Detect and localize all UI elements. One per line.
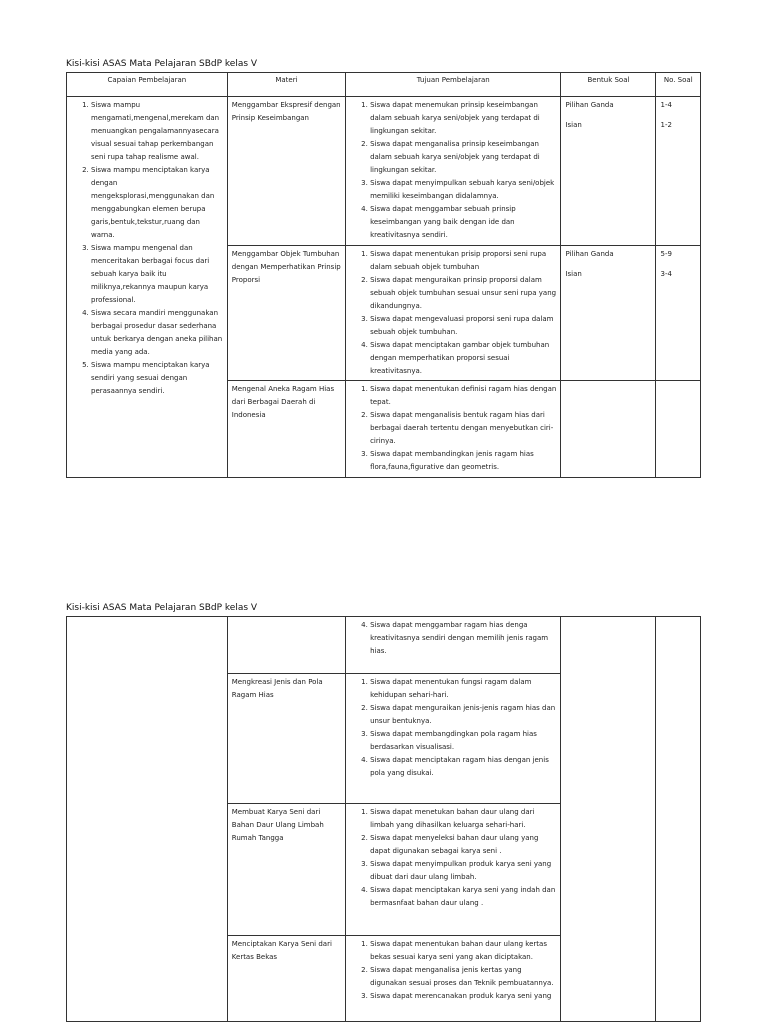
list-item: 3. Siswa dapat merencanakan produk karya seni yang xyxy=(370,990,556,1003)
list-item: 3. Siswa dapat menyimpulkan produk karya seni yang dibuat dari daur ulang limbah. xyxy=(370,858,556,884)
tujuan-list xyxy=(350,383,556,474)
bentuk-soal-list xyxy=(561,97,655,141)
list-item: 3. Siswa dapat mengevaluasi proporsi seni rupa dalam sebuah objek tumbuhan. xyxy=(370,313,556,339)
page2-table xyxy=(66,616,701,1022)
no-soal-cell xyxy=(656,617,701,1022)
cell-value: Pilihan Ganda xyxy=(565,250,614,258)
list-item: 1. Siswa dapat menetukan bahan daur ulang dari limbah yang dihasilkan keluarga sehari-hari. xyxy=(370,806,556,832)
list-item: 2. Siswa dapat menyeleksi bahan daur ulang yang dapat digunakan sebagai karya seni . xyxy=(370,832,556,858)
no-soal-cell xyxy=(656,97,701,246)
list-item: 2. Siswa dapat menguraikan jenis-jenis ragam hias dan unsur bentuknya. xyxy=(370,702,556,728)
tujuan-list xyxy=(350,938,556,1003)
tujuan-cell xyxy=(346,617,561,674)
list-item: 1. Siswa dapat menentukan bahan daur ulang kertas bekas sesuai karya seni yang akan diciptakan. xyxy=(370,938,556,964)
header-row xyxy=(67,73,701,97)
materi-text: Menggambar Objek Tumbuhan dengan Memperhatikan Prinsip Proporsi xyxy=(231,250,341,284)
table-row xyxy=(67,97,701,246)
bentuk-soal-cell xyxy=(561,381,656,478)
list-item: 2. Siswa dapat menganalisa prinsip keseimbangan dalam sebuah karya seni/objek yang terdapat di lingkungan sekitar. xyxy=(370,138,556,177)
list-item: 4. Siswa dapat menciptakan karya seni yang indah dan bermasnfaat bahan daur ulang . xyxy=(370,884,556,910)
list-item: 4. Siswa dapat menggambar ragam hias denga kreativitasnya sendiri dengan memilih jenis ragam hias. xyxy=(370,619,556,658)
no-soal-cell xyxy=(656,381,701,478)
list-item: 4. Siswa secara mandiri menggunakan berbagai prosedur dasar sederhana untuk berkarya dengan aneka pilihan media yang ada. xyxy=(91,307,223,359)
tujuan-cell xyxy=(346,804,561,936)
cell-value: Pilihan Ganda xyxy=(565,101,614,109)
page2-caption: Kisi-kisi ASAS Mata Pelajaran SBdP kelas V xyxy=(66,603,258,613)
page1-caption: Kisi-kisi ASAS Mata Pelajaran SBdP kelas V xyxy=(66,59,258,69)
list-item: 3. Siswa dapat membandingkan jenis ragam hias flora,fauna,figurative dan geometris. xyxy=(370,448,556,474)
cell-value: 1-4 xyxy=(660,101,672,109)
bentuk-soal-cell xyxy=(561,617,656,1022)
no-soal-cell xyxy=(656,246,701,381)
tujuan-cell xyxy=(346,246,561,381)
header-no-soal: No. Soal xyxy=(656,73,701,97)
materi-text: Mengkreasi Jenis dan Pola Ragam Hias xyxy=(231,678,323,699)
tujuan-list xyxy=(350,676,556,780)
tujuan-cell xyxy=(346,381,561,478)
list-item: 4. Siswa dapat menggambar sebuah prinsip keseimbangan yang baik dengan ide dan kreativitasnya sendiri. xyxy=(370,203,556,242)
materi-cell xyxy=(227,246,345,381)
materi-text: Menciptakan Karya Seni dari Kertas Bekas xyxy=(231,940,332,961)
list-item: 1. Siswa dapat menentukan fungsi ragam dalam kehidupan sehari-hari. xyxy=(370,676,556,702)
tujuan-cell xyxy=(346,936,561,1022)
list-item: 1. Siswa dapat menentukan definisi ragam hias dengan tepat. xyxy=(370,383,556,409)
tujuan-list xyxy=(350,248,556,378)
list-item: 1. Siswa dapat menemukan prinsip keseimbangan dalam sebuah karya seni/objek yang terdapat di lingkungan sekitar. xyxy=(370,99,556,138)
tujuan-cell xyxy=(346,674,561,804)
header-capaian: Capaian Pembelajaran xyxy=(67,73,228,97)
header-tujuan: Tujuan Pembelajaran xyxy=(346,73,561,97)
materi-cell xyxy=(227,617,345,674)
bentuk-soal-cell xyxy=(561,246,656,381)
no-soal-list xyxy=(656,97,700,141)
header-bentuk-soal: Bentuk Soal xyxy=(561,73,656,97)
materi-cell xyxy=(227,936,345,1022)
capaian-cell xyxy=(67,617,228,1022)
tujuan-cell xyxy=(346,97,561,246)
capaian-list xyxy=(71,99,223,398)
cell-value: 1-2 xyxy=(660,121,672,129)
cell-value: 3-4 xyxy=(660,270,672,278)
header-materi: Materi xyxy=(227,73,345,97)
materi-cell xyxy=(227,381,345,478)
capaian-cell xyxy=(67,97,228,478)
cell-value: Isian xyxy=(565,121,582,129)
list-item: 5. Siswa mampu menciptakan karya sendiri yang sesuai dengan perasaannya sendiri. xyxy=(91,359,223,398)
materi-text: Mengenal Aneka Ragam Hias dari Berbagai Daerah di Indonesia xyxy=(231,385,335,419)
tujuan-list xyxy=(350,806,556,910)
list-item: 3. Siswa dapat menyimpulkan sebuah karya seni/objek memiliki keseimbangan didalamnya. xyxy=(370,177,556,203)
list-item: 2. Siswa dapat menganalisa jenis kertas yang digunakan sesuai proses dan Teknik pembuatannya. xyxy=(370,964,556,990)
list-item: 2. Siswa dapat menguraikan prinsip proporsi dalam sebuah objek tumbuhan sesuai unsur seni rupa yang dikandungnya. xyxy=(370,274,556,313)
no-soal-list xyxy=(656,246,700,290)
list-item: 1. Siswa mampu mengamati,mengenal,merekam dan menuangkan pengalamannyasecara visual sesuai tahap perkembangan seni rupa tahap realisme awal. xyxy=(91,99,223,164)
materi-cell xyxy=(227,804,345,936)
tujuan-list xyxy=(350,619,556,658)
list-item: 2. Siswa dapat menganalisis bentuk ragam hias dari berbagai daerah tertentu dengan menyebutkan ciri-cirinya. xyxy=(370,409,556,448)
materi-text: Menggambar Ekspresif dengan Prinsip Keseimbangan xyxy=(231,101,341,122)
tujuan-list xyxy=(350,99,556,242)
cell-value: 5-9 xyxy=(660,250,672,258)
bentuk-soal-list xyxy=(561,246,655,290)
list-item: 4. Siswa dapat menciptakan ragam hias dengan jenis pola yang disukai. xyxy=(370,754,556,780)
list-item: 4. Siswa dapat menciptakan gambar objek tumbuhan dengan memperhatikan proporsi sesuai kreativitasnya. xyxy=(370,339,556,378)
materi-cell xyxy=(227,97,345,246)
table-row xyxy=(67,617,701,674)
list-item: 1. Siswa dapat menentukan prisip proporsi seni rupa dalam sebuah objek tumbuhan xyxy=(370,248,556,274)
list-item: 3. Siswa mampu mengenal dan menceritakan berbagai focus dari sebuah karya baik itu miliknya,rekannya maupun karya professional. xyxy=(91,242,223,307)
bentuk-soal-cell xyxy=(561,97,656,246)
list-item: 3. Siswa dapat membangdingkan pola ragam hias berdasarkan visualisasi. xyxy=(370,728,556,754)
page1-table xyxy=(66,72,701,478)
materi-cell xyxy=(227,674,345,804)
list-item: 2. Siswa mampu menciptakan karya dengan mengeksplorasi,menggunakan dan menggabungkan elemen berupa garis,bentuk,tekstur,ruang dan warna. xyxy=(91,164,223,242)
cell-value: Isian xyxy=(565,270,582,278)
materi-text: Membuat Karya Seni dari Bahan Daur Ulang Limbah Rumah Tangga xyxy=(231,808,324,842)
